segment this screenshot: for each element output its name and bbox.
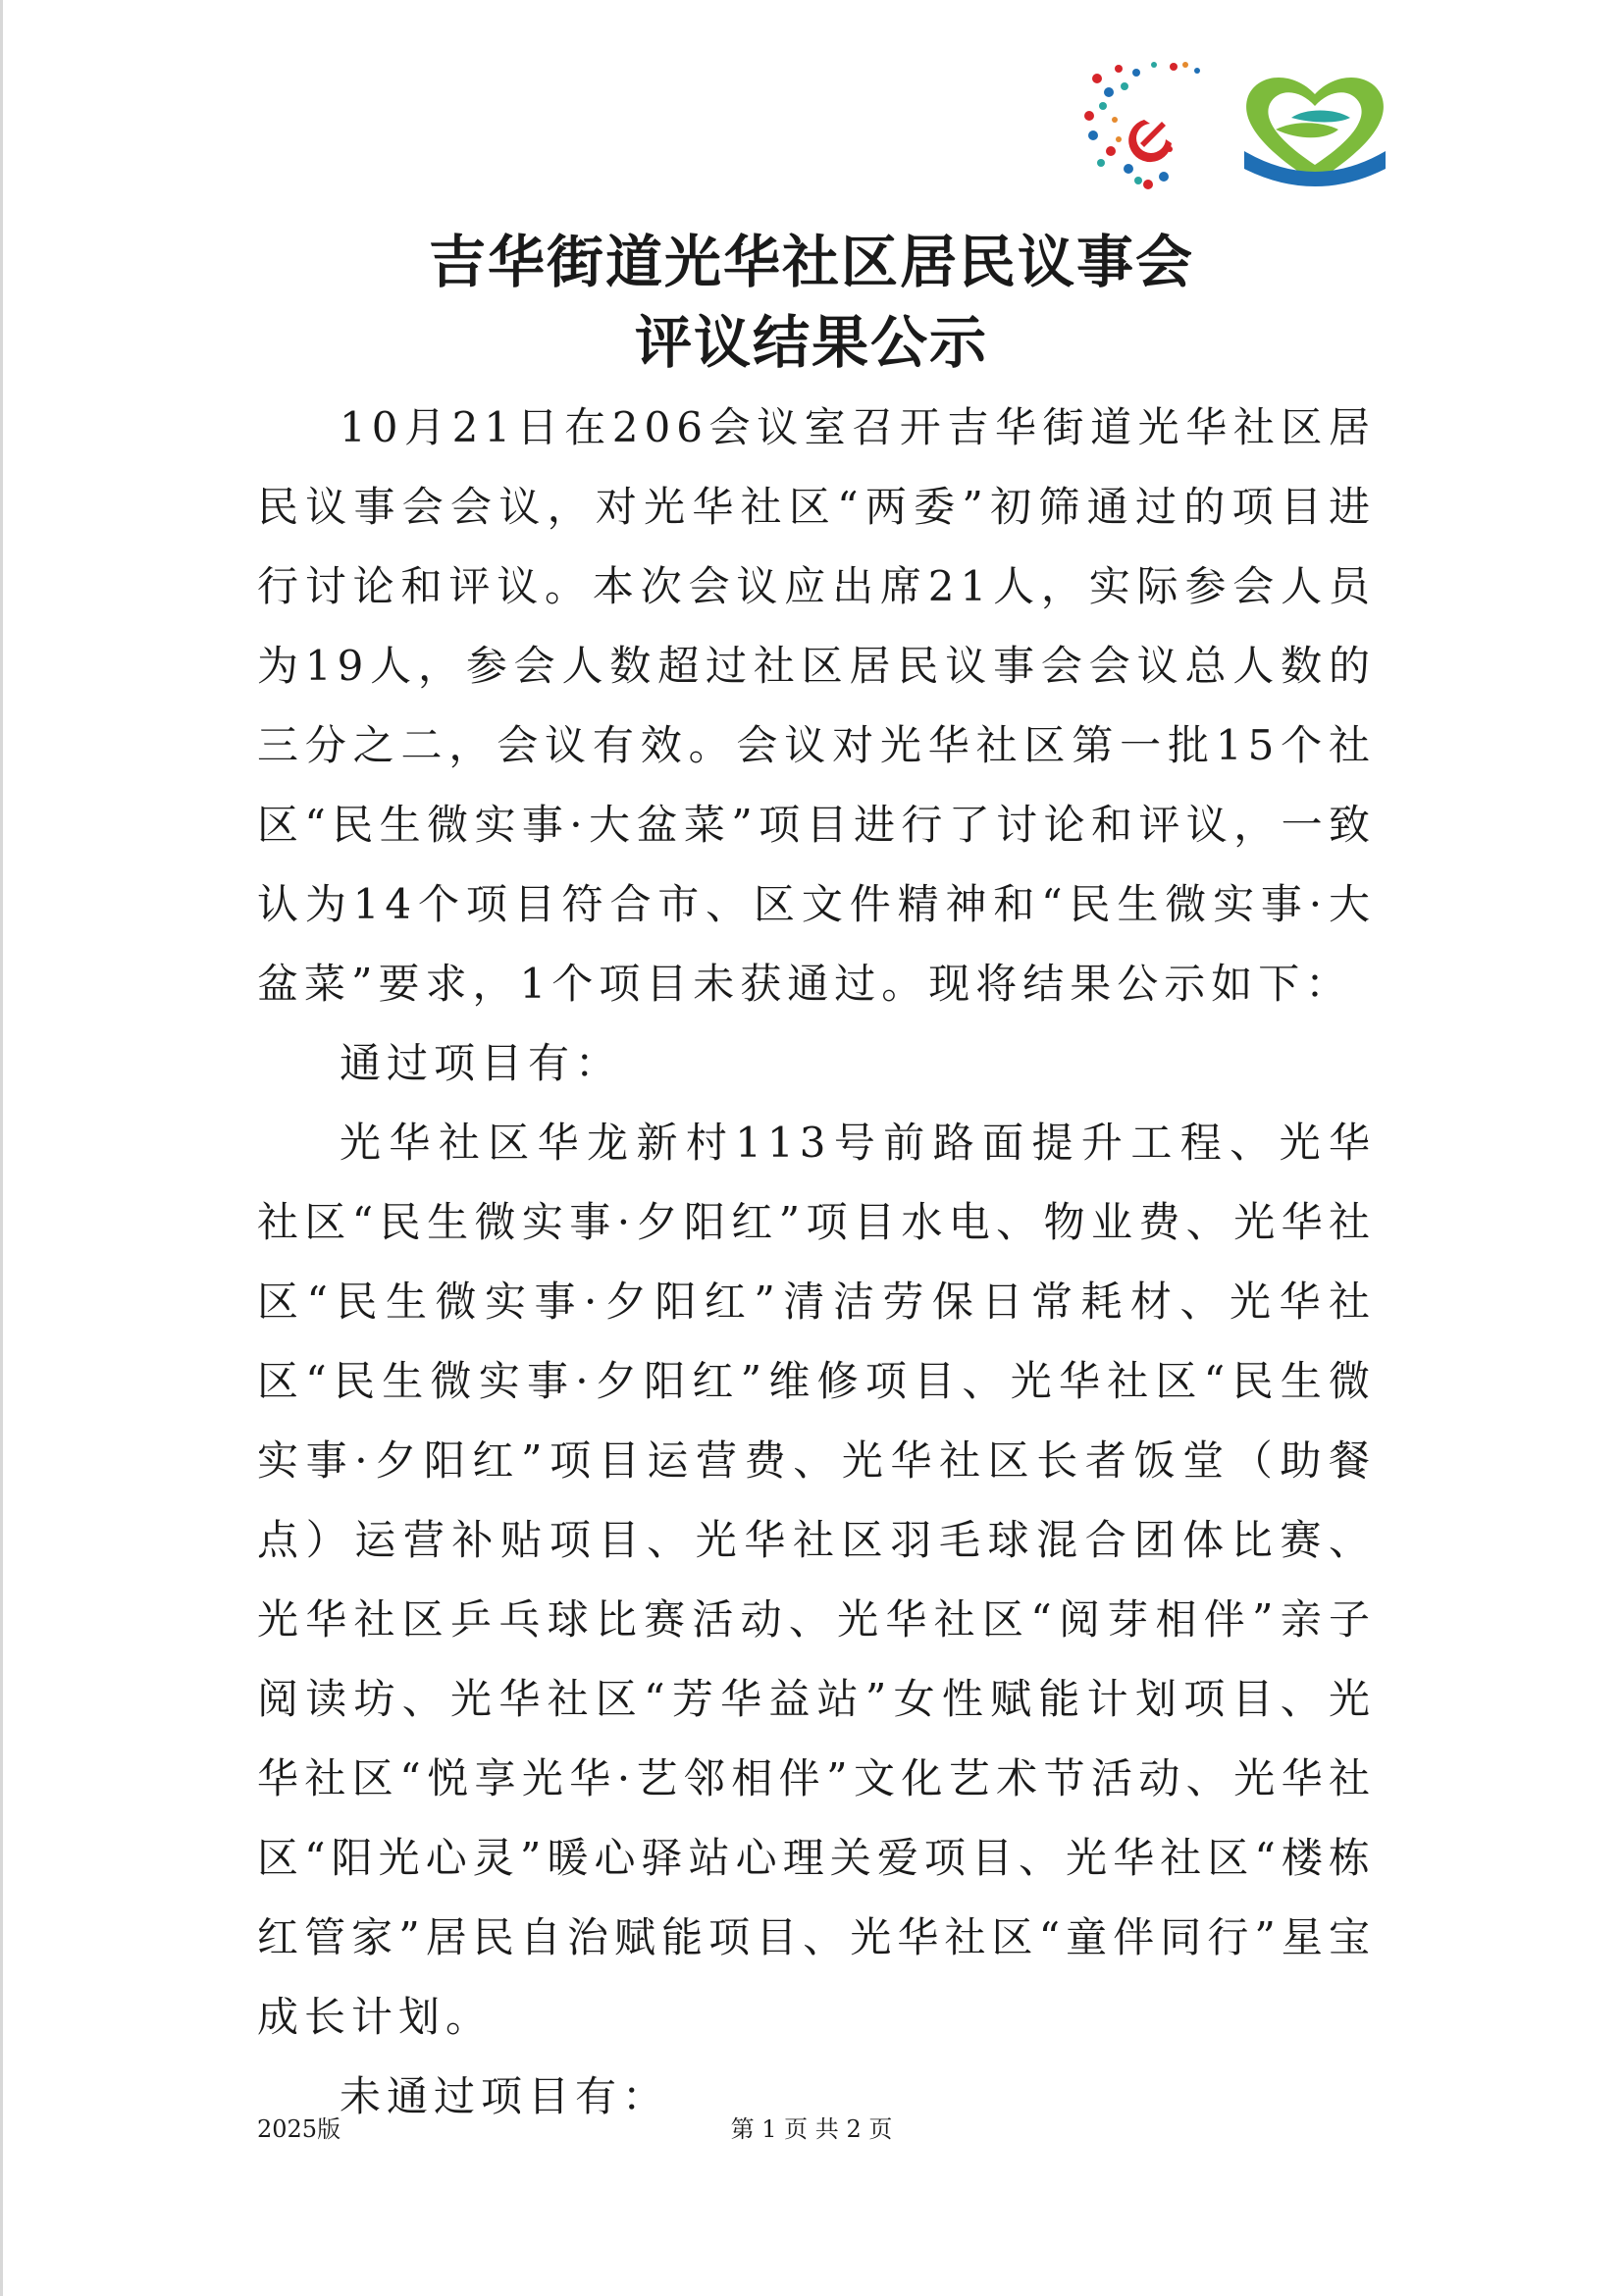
document-title-line2: 评议结果公示 xyxy=(634,309,988,376)
heart-hands-logo xyxy=(1236,67,1393,194)
party-emblem-logo xyxy=(1079,57,1217,194)
document-body xyxy=(257,388,1376,2136)
edition-label: 2025版 xyxy=(257,2115,341,2143)
failed-projects-heading: 未通过项目有： xyxy=(340,2072,670,2120)
passed-projects-list: 光华社区华龙新村113号前路面提升工程、光华社区“民生微实事·夕阳红”项目水电、物业费、光华社区“民生微实事·夕阳红”清洁劳保日常耗材、光华社区“民生微实事·夕阳红”维修项目、光华社区“民生微实事·夕阳红”项目运营费、光华社区长者饭堂（助餐点）运营补贴项目、光华社区羽毛球混合团体比赛、光华社区乒乓球比赛活动、光华社区“阅芽相伴”亲子阅读坊、光华社区“芳华益站”女性赋能计划项目、光华社区“悦享光华·艺邻相伴”文化艺术节活动、光华社区“阳光心灵”暖心驿站心理关爱项目、光华社区“楼栋红管家”居民自治赋能项目、光华社区“童伴同行”星宝成长计划。 xyxy=(257,1119,1376,2041)
document-title-line1: 吉华街道光华社区居民议事会 xyxy=(428,229,1194,295)
page-number: 第 1 页 共 2 页 xyxy=(730,2115,893,2143)
header-logos xyxy=(1079,57,1403,194)
intro-paragraph: 10月21日在206会议室召开吉华街道光华社区居民议事会会议，对光华社区“两委”初筛通过的项目进行讨论和评议。本次会议应出席21人，实际参会人员为19人，参会人数超过社区居民议事会会议总人数的三分之二，会议有效。会议对光华社区第一批15个社区“民生微实事·大盆菜”项目进行了讨论和评议，一致认为14个项目符合市、区文件精神和“民生微实事·大盆菜”要求，1个项目未获通过。现将结果公示如下： xyxy=(257,403,1376,1008)
passed-projects-heading: 通过项目有： xyxy=(340,1039,623,1087)
